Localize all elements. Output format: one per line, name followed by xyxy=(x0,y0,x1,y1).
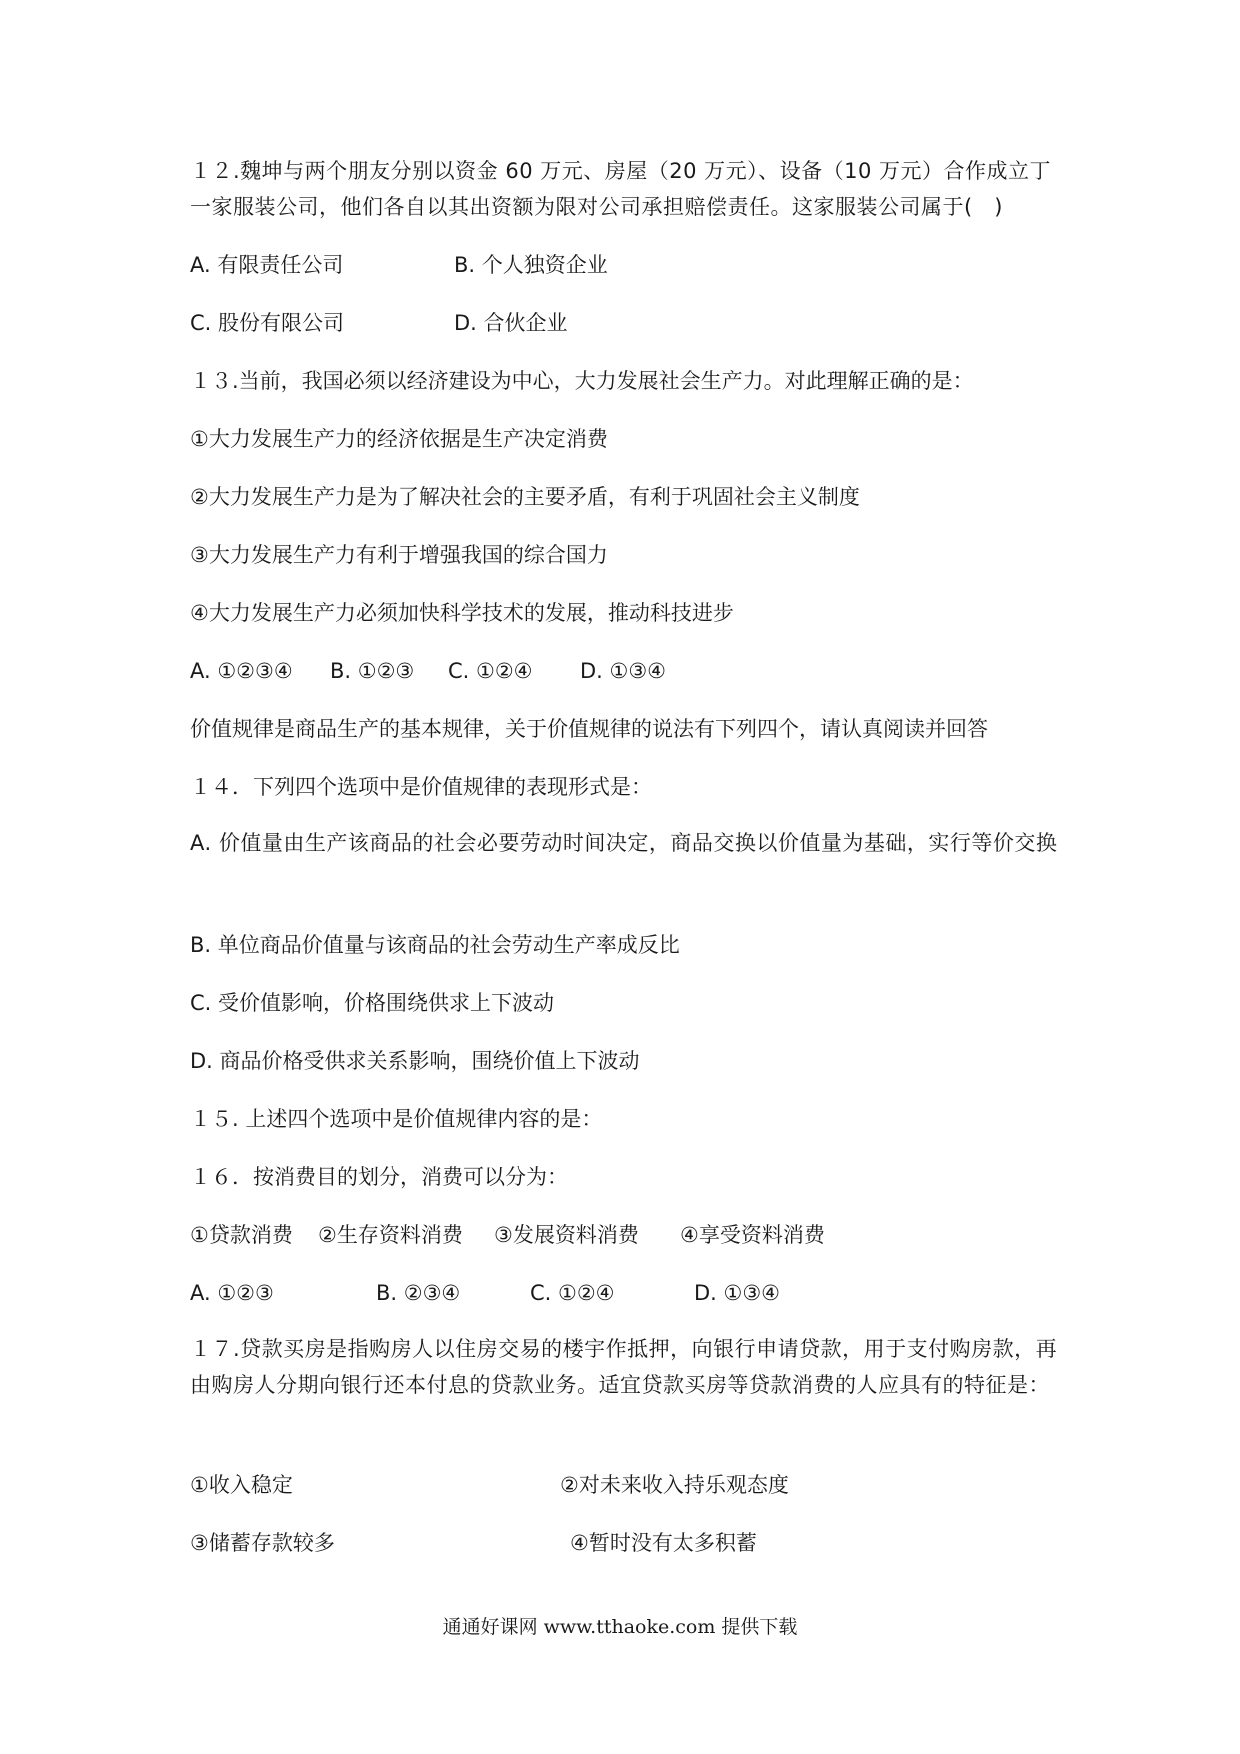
question-14-option-a: A. 价值量由生产该商品的社会必要劳动时间决定，商品交换以价值量为基础，实行等价交换 xyxy=(190,831,1058,855)
question-13-item-2: ②大力发展生产力是为了解决社会的主要矛盾，有利于巩固社会主义制度 xyxy=(190,485,860,509)
question-14-option-b: B. 单位商品价值量与该商品的社会劳动生产率成反比 xyxy=(190,933,680,957)
question-16-item-3: ③发展资料消费 xyxy=(494,1223,639,1247)
page-footer: 通通好课网 www.tthaoke.com 提供下载 xyxy=(442,1616,798,1638)
question-13-option-a: A. ①②③④ xyxy=(190,659,293,683)
question-16-stem: １６．按消费目的划分，消费可以分为： xyxy=(190,1165,568,1189)
question-16-item-4: ④享受资料消费 xyxy=(680,1223,825,1247)
question-16-option-c: C. ①②④ xyxy=(530,1281,615,1305)
question-13-stem: １３.当前，我国必须以经济建设为中心，大力发展社会生产力。对此理解正确的是： xyxy=(190,369,974,393)
question-17-item-4: ④暂时没有太多积蓄 xyxy=(570,1531,757,1555)
question-16-option-d: D. ①③④ xyxy=(694,1281,780,1305)
question-17-item-3: ③储蓄存款较多 xyxy=(190,1531,335,1555)
question-16-item-2: ②生存资料消费 xyxy=(318,1223,463,1247)
question-14-option-c: C. 受价值影响，价格围绕供求上下波动 xyxy=(190,991,555,1015)
question-16-option-a: A. ①②③ xyxy=(190,1281,274,1305)
question-14-stem: １４．下列四个选项中是价值规律的表现形式是： xyxy=(190,775,652,799)
question-12-option-a: A. 有限责任公司 xyxy=(190,253,344,277)
question-13-option-c: C. ①②④ xyxy=(448,659,533,683)
question-13-option-b: B. ①②③ xyxy=(330,659,415,683)
question-17-item-1: ①收入稳定 xyxy=(190,1473,293,1497)
section-intro: 价值规律是商品生产的基本规律，关于价值规律的说法有下列四个，请认真阅读并回答 xyxy=(190,717,988,741)
question-12-option-d: D. 合伙企业 xyxy=(454,311,568,335)
question-13-item-1: ①大力发展生产力的经济依据是生产决定消费 xyxy=(190,427,608,451)
question-12-option-c: C. 股份有限公司 xyxy=(190,311,345,335)
question-13-option-d: D. ①③④ xyxy=(580,659,666,683)
question-12-stem: １２.魏坤与两个朋友分别以资金 60 万元、房屋（20 万元）、设备（10 万元）合作成立丁一家服装公司，他们各自以其出资额为限对公司承担赔偿责任。这家服装公司属于( ) xyxy=(190,159,1052,219)
question-16-item-1: ①贷款消费 xyxy=(190,1223,293,1247)
question-17-stem: １７.贷款买房是指购房人以住房交易的楼宇作抵押，向银行申请贷款，用于支付购房款，再由购房人分期向银行还本付息的贷款业务。适宜贷款买房等贷款消费的人应具有的特征是： xyxy=(190,1337,1058,1397)
question-13-item-4: ④大力发展生产力必须加快科学技术的发展，推动科技进步 xyxy=(190,601,734,625)
question-17-item-2: ②对未来收入持乐观态度 xyxy=(560,1473,789,1497)
question-14-option-d: D. 商品价格受供求关系影响，围绕价值上下波动 xyxy=(190,1049,640,1073)
question-16-option-b: B. ②③④ xyxy=(376,1281,461,1305)
question-15-stem: １５. 上述四个选项中是价值规律内容的是： xyxy=(190,1107,603,1131)
question-13-item-3: ③大力发展生产力有利于增强我国的综合国力 xyxy=(190,543,608,567)
question-12-option-b: B. 个人独资企业 xyxy=(454,253,608,277)
